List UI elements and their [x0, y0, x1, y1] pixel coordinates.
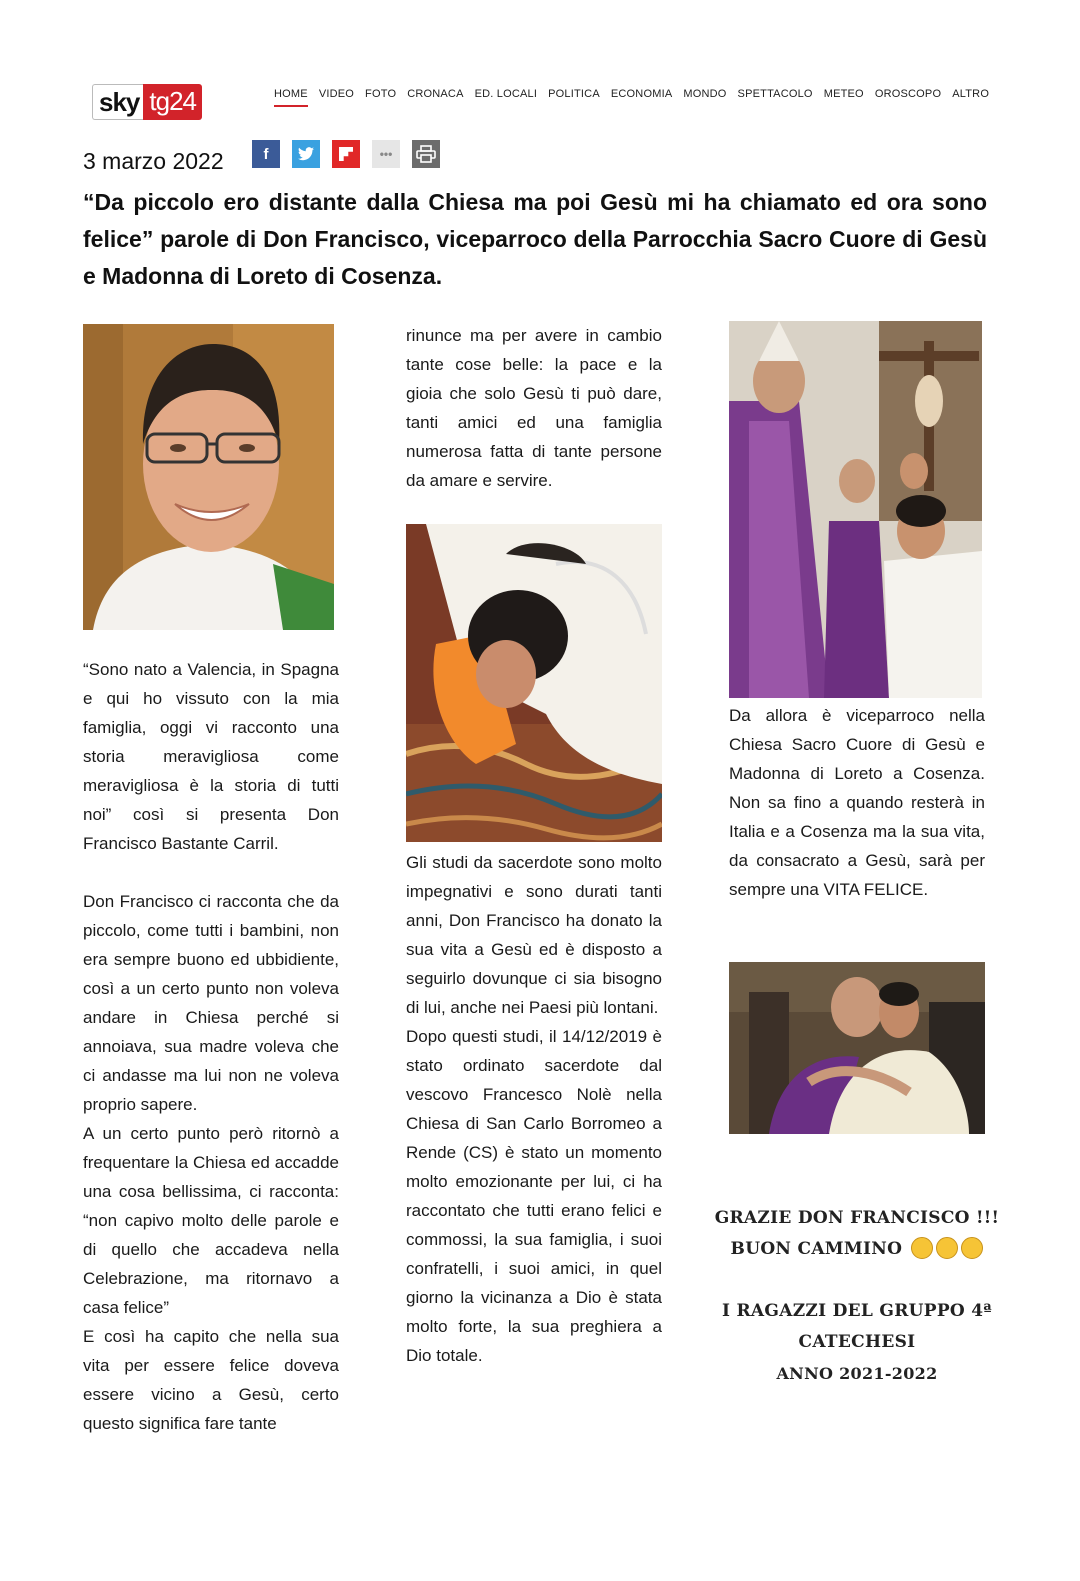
col1-paragraph-3: A un certo punto però ritornò a frequentare la Chiesa ed accadde una cosa bellissima, ci racconta: “non capivo molto delle parole e di quello che accadeva nella Celebrazione, ma ritornavo a casa felice” [83, 1124, 339, 1317]
column-2-top-text [406, 321, 662, 495]
nav-home[interactable]: HOME [274, 88, 308, 107]
nav-politica[interactable]: POLITICA [548, 88, 600, 100]
nav-meteo[interactable]: METEO [823, 88, 864, 100]
print-icon[interactable] [412, 140, 440, 168]
nav-ed-locali[interactable]: ED. LOCALI [474, 88, 538, 100]
nav-foto[interactable]: FOTO [365, 88, 397, 100]
facebook-icon[interactable]: f [252, 140, 280, 168]
closing-line-1: GRAZIE DON FRANCISCO !!! [714, 1208, 1000, 1228]
col2-paragraph-2: Gli studi da sacerdote sono molto impegnativi e sono durati tanti anni, Don Francisco ha donato la sua vita a Gesù ed è disposto a seguirlo dovunque ci sia bisogno di lui, anche nei Paesi più lontani. [406, 853, 662, 1017]
more-icon[interactable]: ••• [372, 140, 400, 168]
share-bar [252, 140, 440, 168]
column-3-text [729, 701, 985, 904]
logo-sky-text: sky [92, 84, 143, 120]
col1-paragraph-1: “Sono nato a Valencia, in Spagna e qui ho vissuto con la mia famiglia, oggi vi racconto una storia meravigliosa come meravigliosa è la storia di tutti noi” così si presenta Don Francisco Bastante Carril. [83, 660, 339, 853]
column-1-text [83, 655, 339, 1438]
nav-altro[interactable]: ALTRO [952, 88, 990, 100]
embrace-photo [729, 962, 985, 1134]
logo-tg24-text: tg24 [143, 84, 202, 120]
smile-emoji-icon [961, 1237, 983, 1259]
portrait-photo [83, 324, 334, 630]
twitter-icon[interactable] [292, 140, 320, 168]
col3-paragraph-1: Da allora è viceparroco nella Chiesa Sacro Cuore di Gesù e Madonna di Loreto a Cosenza. Non sa fino a quando resterà in Italia e a Cosenza ma la sua vita, da consacrato a Gesù, sarà per sempre una VITA FELICE. [729, 706, 985, 899]
closing-message [714, 1203, 1000, 1389]
closing-line-3: I RAGAZZI DEL GRUPPO 4ª [722, 1301, 992, 1321]
closing-line-2: BUON CAMMINO [730, 1239, 903, 1259]
nav-cronaca[interactable]: CRONACA [407, 88, 464, 100]
closing-line-5: ANNO 2021-2022 [776, 1364, 938, 1383]
ordination-photo [729, 321, 982, 698]
smile-emoji-icon [911, 1237, 933, 1259]
smile-emoji-icon [936, 1237, 958, 1259]
closing-line-2-wrap [714, 1234, 1000, 1265]
main-nav [274, 88, 989, 107]
closing-line-4: CATECHESI [798, 1332, 916, 1352]
col1-paragraph-2: Don Francisco ci racconta che da piccolo, come tutti i bambini, non era sempre buono ed ubbidiente, così a un certo punto non voleva andare in Chiesa perché si annoiava, sua madre voleva che ci andasse ma lui non ne voleva proprio sapere. [83, 892, 339, 1114]
col1-paragraph-4: E così ha capito che nella sua vita per essere felice doveva essere vicino a Gesù, certo questo significa fare tante [83, 1327, 339, 1433]
nav-economia[interactable]: ECONOMIA [610, 88, 673, 100]
flipboard-icon[interactable] [332, 140, 360, 168]
article-headline: “Da piccolo ero distante dalla Chiesa ma poi Gesù mi ha chiamato ed ora sono felice” parole di Don Francisco, viceparroco della Parrocchia Sacro Cuore di Gesù e Madonna di Loreto di Cosenza. [83, 189, 987, 289]
nav-spettacolo[interactable]: SPETTACOLO [737, 88, 813, 100]
col2-paragraph-3: Dopo questi studi, il 14/12/2019 è stato ordinato sacerdote dal vescovo Francesco Nolè nella Chiesa di San Carlo Borromeo a Rende (CS) è stato un momento molto emozionante per lui, ci ha raccontato che tutti erano felici e commossi, la sua famiglia, i suoi confratelli, i suoi amici, in quel giorno la vicinanza a Dio è stata molto forte, la sua preghiera a Dio totale. [406, 1027, 662, 1365]
nav-oroscopo[interactable]: OROSCOPO [874, 88, 942, 100]
nav-mondo[interactable]: MONDO [683, 88, 727, 100]
col2-paragraph-1: rinunce ma per avere in cambio tante cose belle: la pace e la gioia che solo Gesù ti può dare, tanti amici ed una famiglia numerosa fatta di tante persone da amare e servire. [406, 326, 662, 490]
sky-tg24-logo[interactable] [92, 84, 222, 120]
column-2-bottom-text [406, 848, 662, 1370]
nav-video[interactable]: VIDEO [318, 88, 355, 100]
prostration-photo [406, 524, 662, 842]
article-date: 3 marzo 2022 [83, 148, 224, 174]
